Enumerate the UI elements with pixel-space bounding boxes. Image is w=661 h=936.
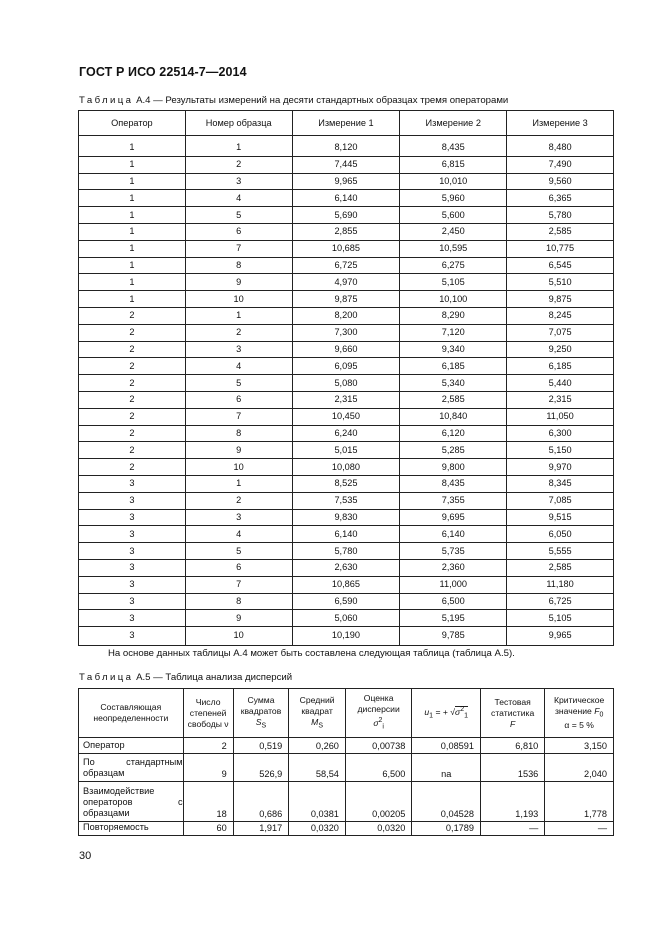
table-cell: 11,000 xyxy=(400,576,507,593)
table-cell: 7,445 xyxy=(292,156,400,173)
table-cell: 5,150 xyxy=(507,442,614,459)
caption-word: Таблица xyxy=(79,672,134,683)
table-cell: 6,500 xyxy=(400,593,507,610)
table-cell: 2 xyxy=(79,375,186,392)
h-variance xyxy=(345,689,411,738)
table-row xyxy=(79,782,614,822)
table-cell: 9,340 xyxy=(400,341,507,358)
table-cell: 4 xyxy=(185,526,292,543)
table-a4-header-row xyxy=(79,111,614,136)
table-cell: 0,0320 xyxy=(345,822,411,836)
table-cell: 0,00205 xyxy=(345,782,411,822)
h-variance-sup: 2 xyxy=(378,717,383,725)
table-cell: 7,300 xyxy=(292,324,400,341)
row-label: Взаимодействие операторов с образцами xyxy=(79,782,184,822)
table-cell: 8,290 xyxy=(400,307,507,324)
table-cell: 2,450 xyxy=(400,223,507,240)
table-cell: 6,300 xyxy=(507,425,614,442)
table-row xyxy=(79,240,614,257)
table-cell: 0,08591 xyxy=(412,738,481,754)
table-row xyxy=(79,526,614,543)
table-cell: 9,970 xyxy=(507,459,614,476)
table-cell: 2,585 xyxy=(507,223,614,240)
table-cell: 7 xyxy=(185,576,292,593)
table-cell: 2 xyxy=(79,442,186,459)
h-component: Составляющая неопределенности xyxy=(79,689,184,738)
table-cell: 4 xyxy=(185,358,292,375)
h-critical-value-text: Критическое значение xyxy=(554,694,605,716)
table-cell: 2,040 xyxy=(545,754,614,782)
table-cell: 2,585 xyxy=(507,559,614,576)
table-row xyxy=(79,610,614,627)
table-row xyxy=(79,475,614,492)
table-cell: 3 xyxy=(185,341,292,358)
table-cell: 7 xyxy=(185,240,292,257)
table-cell: 6,140 xyxy=(292,190,400,207)
table-cell: 2 xyxy=(185,156,292,173)
table-cell: 2 xyxy=(79,324,186,341)
page-number: 30 xyxy=(79,850,92,862)
table-cell: 0,1789 xyxy=(412,822,481,836)
table-cell: 6 xyxy=(185,559,292,576)
table-row xyxy=(79,754,614,782)
table-cell: 3 xyxy=(79,543,186,560)
h-dof: Число степеней свободы ν xyxy=(183,689,233,738)
table-cell: 2 xyxy=(79,341,186,358)
table-cell: 9,965 xyxy=(507,627,614,646)
table-cell: 2,360 xyxy=(400,559,507,576)
table-cell: 7,355 xyxy=(400,492,507,509)
table-cell: 7,490 xyxy=(507,156,614,173)
table-cell: na xyxy=(412,754,481,782)
table-row xyxy=(79,559,614,576)
table-cell: 8,120 xyxy=(292,136,400,157)
table-cell: 5,285 xyxy=(400,442,507,459)
table-cell: 6,140 xyxy=(400,526,507,543)
table-cell: 7,535 xyxy=(292,492,400,509)
table-cell: 1 xyxy=(79,274,186,291)
table-cell: 6,810 xyxy=(481,738,545,754)
table-cell: 10,775 xyxy=(507,240,614,257)
table-cell: 9,875 xyxy=(507,291,614,308)
table-cell: 1 xyxy=(79,257,186,274)
table-cell: 3 xyxy=(79,610,186,627)
table-cell: 526,9 xyxy=(233,754,289,782)
table-cell: 8 xyxy=(185,257,292,274)
table-cell: 6,365 xyxy=(507,190,614,207)
h-sum-squares-text: Сумма квадратов xyxy=(240,694,282,716)
table-cell: 2,315 xyxy=(292,391,400,408)
h-u-eq: = + √ xyxy=(433,707,455,718)
table-cell: 2,855 xyxy=(292,223,400,240)
h-critical-value-sub: 0 xyxy=(599,711,604,719)
h-sum-squares-sym: S xyxy=(255,716,262,727)
table-cell: 10,450 xyxy=(292,408,400,425)
table-cell: 7 xyxy=(185,408,292,425)
table-cell: — xyxy=(481,822,545,836)
table-row xyxy=(79,391,614,408)
table-cell: 18 xyxy=(183,782,233,822)
table-cell: 5,105 xyxy=(507,610,614,627)
table-cell: 5,015 xyxy=(292,442,400,459)
table-cell: 1 xyxy=(79,136,186,157)
table-row xyxy=(79,324,614,341)
table-cell: 9 xyxy=(185,610,292,627)
table-cell: 5,060 xyxy=(292,610,400,627)
table-cell: 0,260 xyxy=(289,738,346,754)
table-row xyxy=(79,738,614,754)
table-cell: 11,050 xyxy=(507,408,614,425)
table-cell: 10 xyxy=(185,459,292,476)
table-cell: 58,54 xyxy=(289,754,346,782)
caption-text: А.5 — Таблица анализа дисперсий xyxy=(133,672,293,683)
table-cell: 5,600 xyxy=(400,207,507,224)
document-header: ГОСТ Р ИСО 22514-7—2014 xyxy=(79,65,247,79)
table-cell: 2,630 xyxy=(292,559,400,576)
table-cell: 9,965 xyxy=(292,173,400,190)
table-cell: 5,690 xyxy=(292,207,400,224)
table-cell: 6,590 xyxy=(292,593,400,610)
h-test-statistic xyxy=(481,689,545,738)
table-cell: 10,080 xyxy=(292,459,400,476)
table-cell: 4 xyxy=(185,190,292,207)
table-cell: 3 xyxy=(79,475,186,492)
caption-word: Таблица xyxy=(79,95,134,106)
table-row xyxy=(79,627,614,646)
table-row xyxy=(79,822,614,836)
table-row xyxy=(79,459,614,476)
table-row xyxy=(79,156,614,173)
table-cell: 10 xyxy=(185,291,292,308)
table-cell: 1 xyxy=(79,223,186,240)
table-cell: 60 xyxy=(183,822,233,836)
table-cell: 9,515 xyxy=(507,509,614,526)
table-cell: 6,240 xyxy=(292,425,400,442)
table-cell: 7,085 xyxy=(507,492,614,509)
table-cell: 10,840 xyxy=(400,408,507,425)
table-cell: 5,960 xyxy=(400,190,507,207)
h-u-sub: 1 xyxy=(429,712,434,720)
table-cell: 2 xyxy=(79,358,186,375)
table-cell: 8,525 xyxy=(292,475,400,492)
table-cell: — xyxy=(545,822,614,836)
row-label: Повторяемость xyxy=(79,822,184,836)
table-cell: 2,315 xyxy=(507,391,614,408)
table-cell: 0,00738 xyxy=(345,738,411,754)
table-cell: 3 xyxy=(79,559,186,576)
table-cell: 8 xyxy=(185,425,292,442)
table-row xyxy=(79,408,614,425)
table-cell: 7,120 xyxy=(400,324,507,341)
table-cell: 5,510 xyxy=(507,274,614,291)
table-row xyxy=(79,223,614,240)
table-cell: 9,695 xyxy=(400,509,507,526)
table-cell: 2 xyxy=(79,425,186,442)
table-cell: 2 xyxy=(185,492,292,509)
table-cell: 2 xyxy=(183,738,233,754)
h-variance-sub: i xyxy=(382,723,384,731)
table-cell: 0,0381 xyxy=(289,782,346,822)
table-row xyxy=(79,593,614,610)
table-cell: 9,660 xyxy=(292,341,400,358)
table-cell: 5,195 xyxy=(400,610,507,627)
h-mean-square xyxy=(289,689,346,738)
table-cell: 6,275 xyxy=(400,257,507,274)
table-row xyxy=(79,543,614,560)
h-test-statistic-sym: F xyxy=(510,718,516,729)
h-u-sigma: σ xyxy=(455,707,461,718)
table-cell: 3 xyxy=(79,576,186,593)
table-cell: 2,585 xyxy=(400,391,507,408)
table-cell: 9 xyxy=(185,442,292,459)
table-cell: 6,050 xyxy=(507,526,614,543)
table-cell: 1,917 xyxy=(233,822,289,836)
table-row xyxy=(79,425,614,442)
table-cell: 3 xyxy=(79,509,186,526)
table-cell: 9,800 xyxy=(400,459,507,476)
table-row xyxy=(79,576,614,593)
table-cell: 8,345 xyxy=(507,475,614,492)
table-cell: 9,250 xyxy=(507,341,614,358)
table-cell: 0,04528 xyxy=(412,782,481,822)
h-uncertainty xyxy=(412,689,481,738)
table-a4 xyxy=(78,110,614,646)
table-row xyxy=(79,509,614,526)
table-cell: 1 xyxy=(79,291,186,308)
table-cell: 2 xyxy=(79,307,186,324)
table-cell: 3 xyxy=(185,509,292,526)
table-cell: 0,686 xyxy=(233,782,289,822)
table-cell: 1 xyxy=(79,240,186,257)
table-cell: 6,120 xyxy=(400,425,507,442)
table-cell: 6,725 xyxy=(507,593,614,610)
table-cell: 2 xyxy=(185,324,292,341)
caption-text: А.4 — Результаты измерений на десяти стандартных образцах тремя операторами xyxy=(133,95,509,106)
table-cell: 2 xyxy=(79,408,186,425)
table-a5-body xyxy=(79,738,614,836)
table-row xyxy=(79,492,614,509)
table-cell: 10,190 xyxy=(292,627,400,646)
table-cell: 6,815 xyxy=(400,156,507,173)
col-header-measure-2: Измерение 2 xyxy=(400,111,507,136)
table-cell: 5 xyxy=(185,543,292,560)
table-cell: 9,875 xyxy=(292,291,400,308)
table-cell: 10 xyxy=(185,627,292,646)
table-cell: 0,519 xyxy=(233,738,289,754)
table-cell: 3 xyxy=(79,492,186,509)
h-mean-square-text: Средний квадрат xyxy=(299,694,335,716)
h-critical-value-sym: F xyxy=(594,705,600,716)
note-paragraph: На основе данных таблицы А.4 может быть составлена следующая таблица (таблица А.5). xyxy=(108,648,515,659)
h-sum-squares-sub: S xyxy=(261,722,267,730)
table-cell: 6,185 xyxy=(400,358,507,375)
table-cell: 5,340 xyxy=(400,375,507,392)
table-cell: 10,595 xyxy=(400,240,507,257)
table-cell: 1 xyxy=(79,156,186,173)
table-cell: 8,200 xyxy=(292,307,400,324)
table-row xyxy=(79,442,614,459)
table-cell: 3 xyxy=(79,526,186,543)
table-cell: 6,500 xyxy=(345,754,411,782)
row-label: Оператор xyxy=(79,738,184,754)
table-row xyxy=(79,173,614,190)
table-row xyxy=(79,136,614,157)
table-cell: 4,970 xyxy=(292,274,400,291)
table-a5-header-row xyxy=(79,689,614,738)
table-cell: 5,735 xyxy=(400,543,507,560)
table-cell: 9,830 xyxy=(292,509,400,526)
h-critical-value-alpha: α = 5 % xyxy=(564,720,594,731)
table-cell: 5,440 xyxy=(507,375,614,392)
table-cell: 1 xyxy=(79,207,186,224)
table-cell: 9 xyxy=(185,274,292,291)
table-cell: 8,435 xyxy=(400,136,507,157)
col-header-measure-1: Измерение 1 xyxy=(292,111,400,136)
table-cell: 5,105 xyxy=(400,274,507,291)
h-u-sigma-sup: 2 xyxy=(460,706,465,714)
table-cell: 6 xyxy=(185,223,292,240)
h-variance-sym: σ xyxy=(373,718,379,729)
h-u-sigma-sub: 1 xyxy=(464,712,468,720)
col-header-sample: Номер образца xyxy=(185,111,292,136)
table-row xyxy=(79,358,614,375)
table-row xyxy=(79,341,614,358)
table-cell: 1,193 xyxy=(481,782,545,822)
h-u-sym: u xyxy=(424,707,430,718)
table-cell: 2 xyxy=(79,391,186,408)
table-cell: 9,560 xyxy=(507,173,614,190)
table-cell: 6 xyxy=(185,391,292,408)
table-row xyxy=(79,307,614,324)
h-mean-square-sym: M xyxy=(311,716,319,727)
table-cell: 5 xyxy=(185,207,292,224)
table-a5-caption xyxy=(79,672,292,683)
table-cell: 3 xyxy=(79,593,186,610)
table-cell: 5,780 xyxy=(292,543,400,560)
table-cell: 11,180 xyxy=(507,576,614,593)
table-a4-caption xyxy=(79,95,508,106)
table-cell: 5,780 xyxy=(507,207,614,224)
h-variance-text: Оценка дисперсии xyxy=(357,693,400,715)
h-test-statistic-text: Тестовая статистика xyxy=(491,696,535,718)
table-cell: 3 xyxy=(185,173,292,190)
table-cell: 10,685 xyxy=(292,240,400,257)
table-cell: 8,480 xyxy=(507,136,614,157)
table-cell: 3 xyxy=(79,627,186,646)
table-cell: 7,075 xyxy=(507,324,614,341)
table-cell: 6,185 xyxy=(507,358,614,375)
table-a5 xyxy=(78,688,614,836)
table-cell: 0,0320 xyxy=(289,822,346,836)
table-cell: 10,865 xyxy=(292,576,400,593)
table-a4-body xyxy=(79,136,614,646)
table-cell: 1 xyxy=(79,173,186,190)
table-cell: 6,140 xyxy=(292,526,400,543)
table-row xyxy=(79,207,614,224)
table-cell: 6,095 xyxy=(292,358,400,375)
table-cell: 10,100 xyxy=(400,291,507,308)
table-cell: 1 xyxy=(185,307,292,324)
h-mean-square-sub: S xyxy=(318,722,324,730)
table-cell: 8,435 xyxy=(400,475,507,492)
table-row xyxy=(79,274,614,291)
table-cell: 3,150 xyxy=(545,738,614,754)
table-cell: 1 xyxy=(185,475,292,492)
table-cell: 8 xyxy=(185,593,292,610)
col-header-operator: Оператор xyxy=(79,111,186,136)
col-header-measure-3: Измерение 3 xyxy=(507,111,614,136)
h-critical-value xyxy=(545,689,614,738)
table-cell: 9,785 xyxy=(400,627,507,646)
h-sum-squares xyxy=(233,689,289,738)
table-row xyxy=(79,190,614,207)
table-cell: 1,778 xyxy=(545,782,614,822)
table-cell: 10,010 xyxy=(400,173,507,190)
table-cell: 1 xyxy=(79,190,186,207)
table-row xyxy=(79,291,614,308)
row-label: По стандартным образцам xyxy=(79,754,184,782)
table-cell: 2 xyxy=(79,459,186,476)
table-cell: 5 xyxy=(185,375,292,392)
table-cell: 6,725 xyxy=(292,257,400,274)
table-cell: 8,245 xyxy=(507,307,614,324)
table-cell: 1 xyxy=(185,136,292,157)
table-cell: 5,080 xyxy=(292,375,400,392)
table-row xyxy=(79,375,614,392)
table-cell: 1536 xyxy=(481,754,545,782)
table-cell: 9 xyxy=(183,754,233,782)
table-cell: 6,545 xyxy=(507,257,614,274)
table-row xyxy=(79,257,614,274)
table-cell: 5,555 xyxy=(507,543,614,560)
